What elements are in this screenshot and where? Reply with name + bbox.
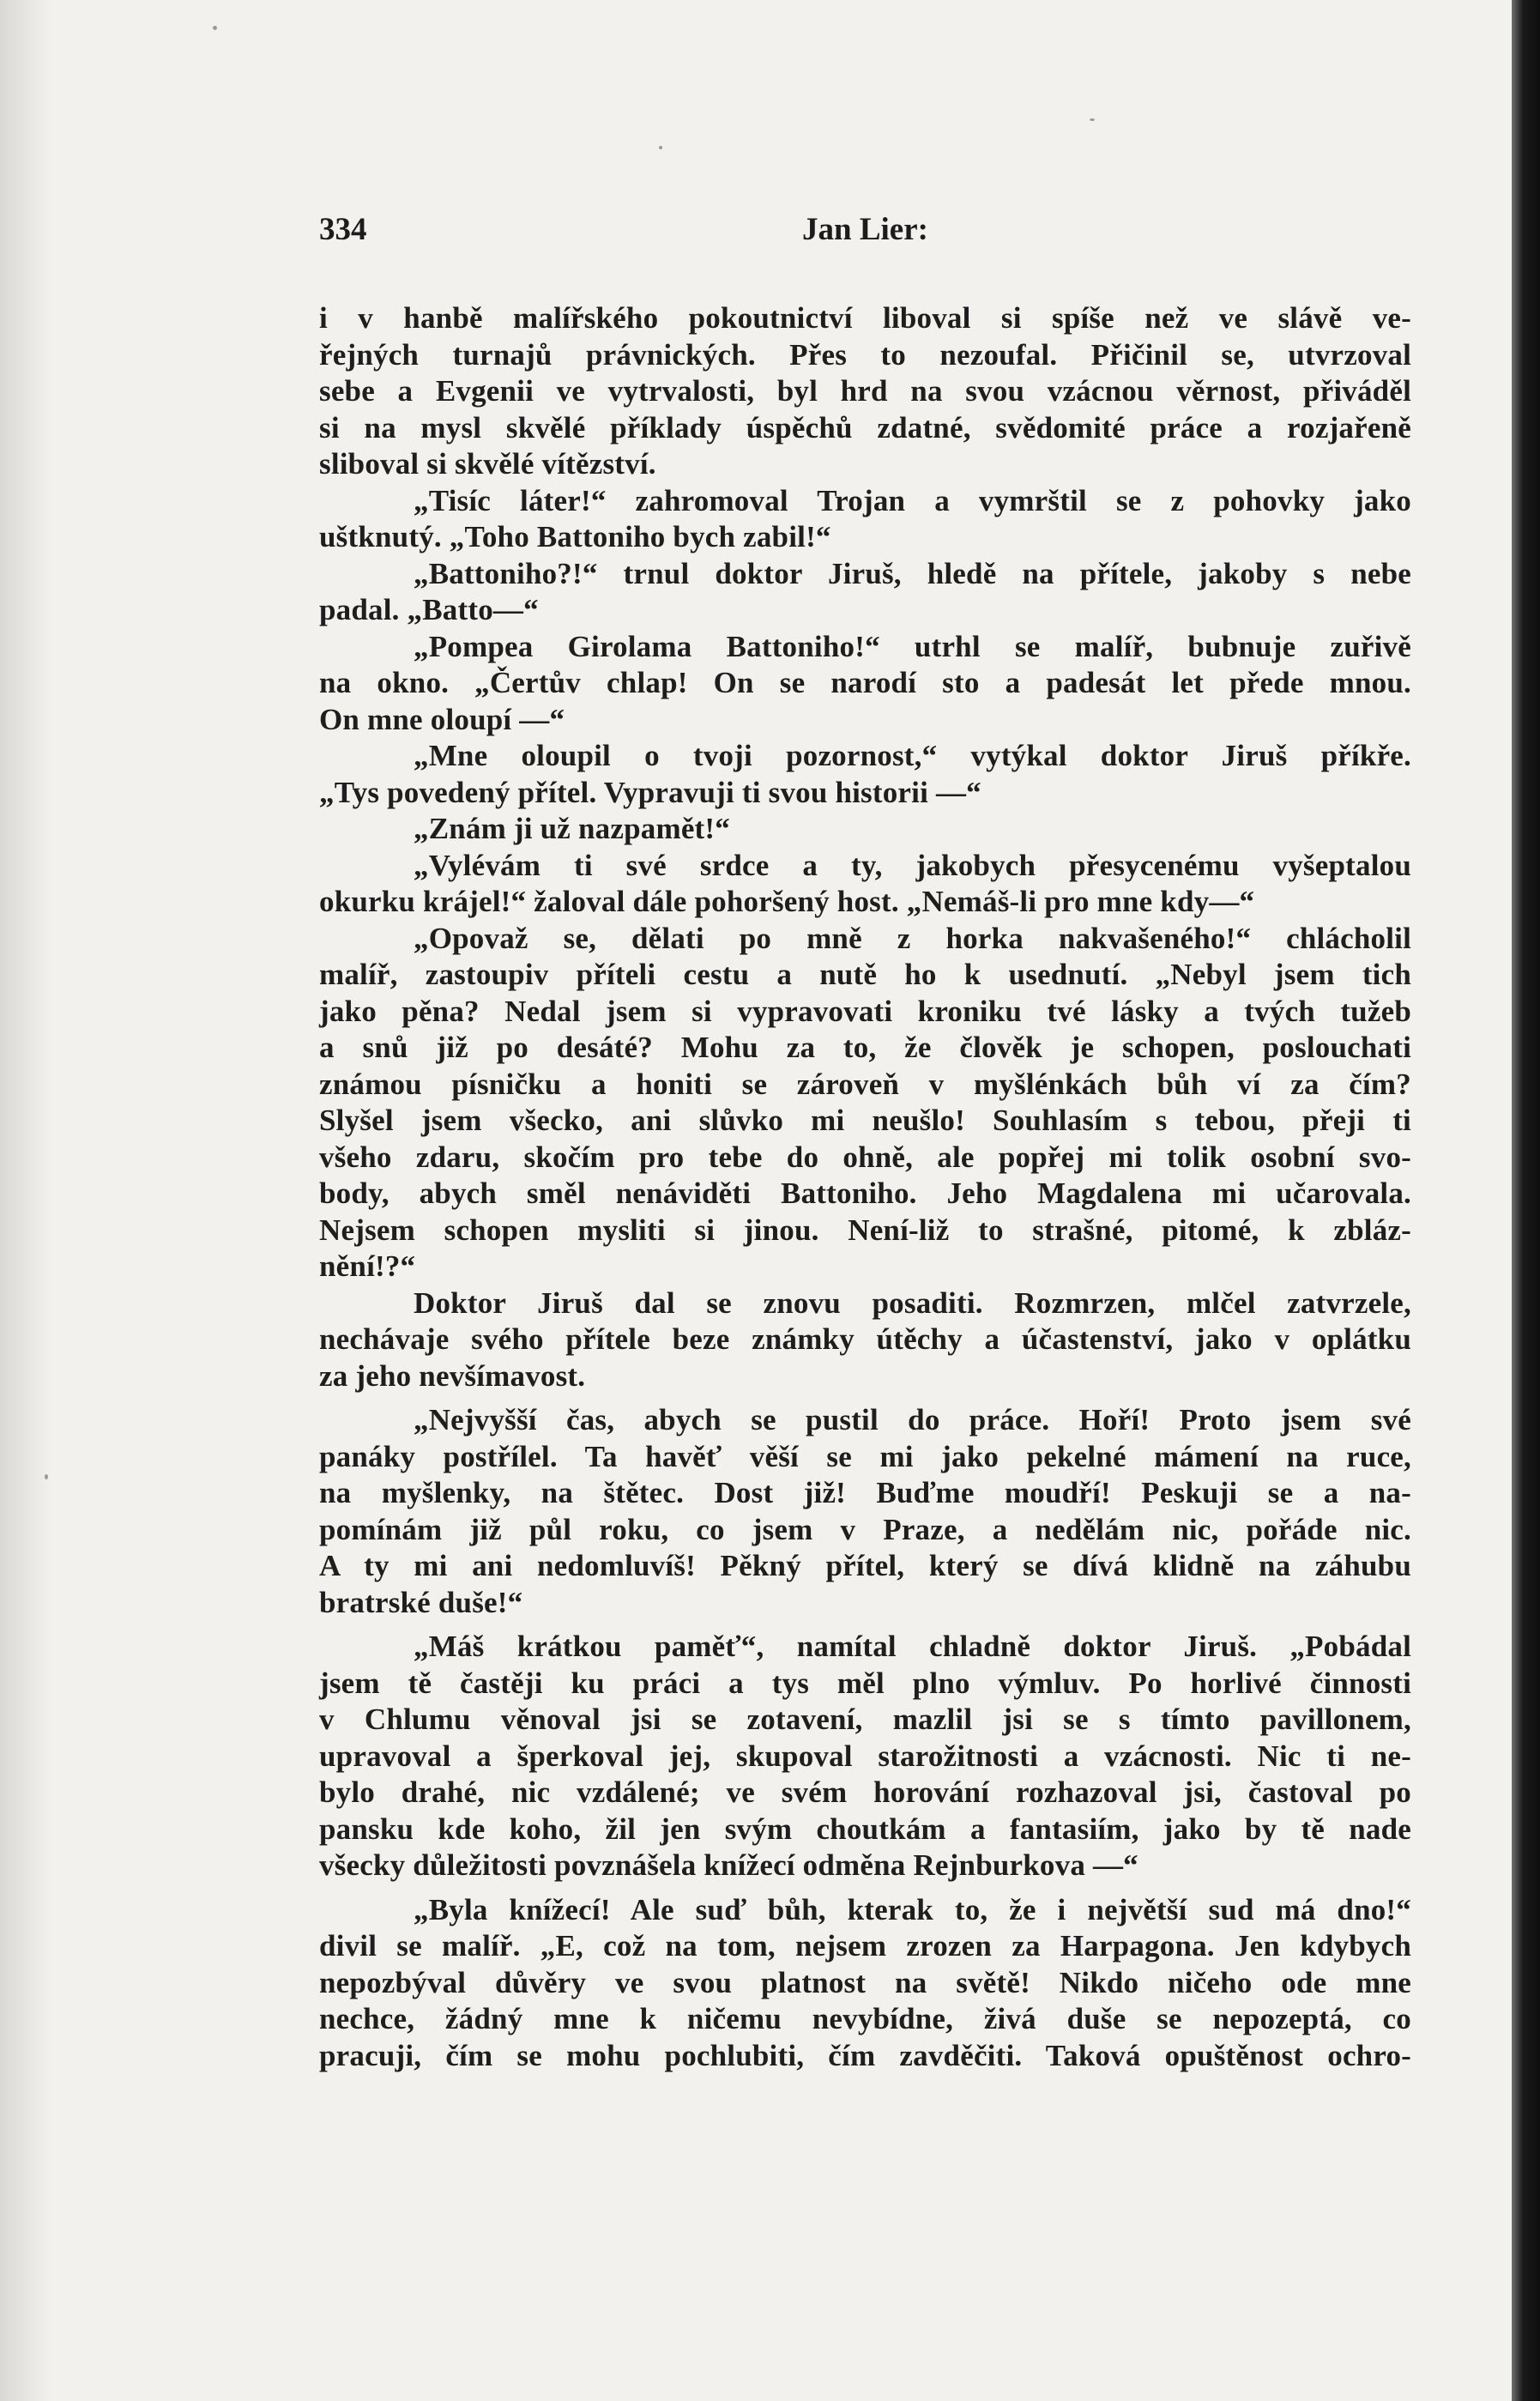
page-gutter-shadow	[0, 0, 51, 2401]
text-line: okurku krájel!“ žaloval dále pohoršený host. „Nemáš-li pro mne kdy—“	[319, 885, 1255, 918]
text-line: uštknutý. „Toho Battoniho bych zabil!“	[319, 520, 831, 553]
text-line: jako pěna? Nedal jsem si vypravovati kroniku tvé lásky a tvých tužeb	[319, 994, 1411, 1028]
text-line: „Nejvyšší čas, abych se pustil do práce. Hoří! Proto jsem své	[414, 1403, 1411, 1436]
text-line: On mne oloupí —“	[319, 702, 565, 736]
text-line: bratrské duše!“	[319, 1585, 523, 1619]
paper-speck	[213, 26, 217, 30]
body-text	[319, 300, 1411, 2074]
scan-edge	[1512, 0, 1540, 2401]
text-line: divil se malíř. „E, což na tom, nejsem zrozen za Harpagona. Jen kdybych	[319, 1929, 1411, 1963]
text-line: v Chlumu věnoval jsi se zotavení, mazlil jsi se s tímto pavillonem,	[319, 1702, 1411, 1736]
text-line: nechávaje svého přítele beze známky útěchy a účastenství, jako v oplátku	[319, 1322, 1411, 1356]
text-line: i v hanbě malířského pokoutnictví liboval si spíše než ve slávě ve-	[319, 301, 1411, 335]
text-line: Slyšel jsem všecko, ani slůvko mi neušlo! Souhlasím s tebou, přeji ti	[319, 1104, 1411, 1137]
paper-speck	[1090, 118, 1095, 121]
text-line: si na mysl skvělé příklady úspěchů zdatné, svědomité práce a rozjařeně	[319, 410, 1411, 445]
text-line: řejných turnajů právnických. Přes to nezoufal. Přičinil se, utvrzoval	[319, 337, 1411, 372]
text-line: Doktor Jiruš dal se znovu posaditi. Rozmrzen, mlčel zatvrzele,	[414, 1285, 1411, 1320]
text-line: a snů již po desáté? Mohu za to, že člověk je schopen, poslouchati	[319, 1031, 1411, 1064]
text-line: „Mne oloupil o tvoji pozornost,“ vytýkal doktor Jiruš příkře.	[414, 739, 1411, 772]
paper-speck	[659, 146, 662, 149]
text-line: „Pompea Girolama Battoniho!“ utrhl se malíř, bubnuje zuřivě	[414, 629, 1411, 663]
text-line: „Máš krátkou paměť“, namítal chladně doktor Jiruš. „Pobádal	[414, 1630, 1411, 1663]
text-line: bylo drahé, nic vzdálené; ve svém horování rozhazoval jsi, častoval po	[319, 1775, 1411, 1809]
text-line: body, abych směl nenáviděti Battoniho. Jeho Magdalena mi učarovala.	[319, 1176, 1411, 1210]
page-header	[319, 211, 1411, 254]
text-line: upravoval a šperkoval jej, skupoval starožitnosti a vzácnosti. Nic ti ne-	[319, 1739, 1411, 1773]
text-line: jsem tě častěji ku práci a tys měl plno výmluv. Po horlivé činnosti	[319, 1666, 1411, 1700]
text-line: na myšlenky, na štětec. Dost již! Buďme moudří! Peskuji se a na-	[319, 1476, 1411, 1509]
paper-speck	[45, 1474, 48, 1479]
text-line: malíř, zastoupiv příteli cestu a nutě ho k usednutí. „Nebyl jsem tich	[319, 958, 1411, 991]
text-line: nechce, žádný mne k ničemu nevybídne, živá duše se nepozeptá, co	[319, 2002, 1411, 2035]
text-line: všecky důležitosti povznášela knížecí odměna Rejnburkova —“	[319, 1848, 1138, 1882]
text-line: nepozbýval důvěry ve svou platnost na světě! Nikdo ničeho ode mne	[319, 1965, 1411, 1999]
text-line: padal. „Batto—“	[319, 593, 539, 626]
text-line: „Tisíc láter!“ zahromoval Trojan a vymrštil se z pohovky jako	[414, 483, 1411, 517]
text-line: „Vylévám ti své srdce a ty, jakobych přesycenému vyšeptalou	[414, 848, 1411, 882]
text-line: „Opovaž se, dělati po mně z horka nakvašeného!“ chlácholil	[414, 921, 1411, 955]
text-line: sliboval si skvělé vítězství.	[319, 447, 656, 481]
text-line: sebe a Evgenii ve vytrvalosti, byl hrd na svou vzácnou věrnost, přiváděl	[319, 374, 1411, 408]
text-line: za jeho nevšímavost.	[319, 1358, 586, 1393]
text-line: „Tys povedený přítel. Vypravuji ti svou historii —“	[319, 775, 981, 809]
text-line: pracuji, čím se mohu pochlubiti, čím zavděčiti. Taková opuštěnost ochro-	[319, 2038, 1411, 2072]
text-line: pomínám již půl roku, co jsem v Praze, a nedělám nic, pořáde nic.	[319, 1512, 1411, 1546]
text-line: „Battoniho?!“ trnul doktor Jiruš, hledě na přítele, jakoby s nebe	[414, 556, 1411, 590]
text-line: panáky postřílel. Ta havěť věší se mi jako pekelné mámení na ruce,	[319, 1439, 1411, 1473]
running-head: Jan Lier:	[802, 212, 928, 247]
text-line: „Znám ji už nazpamět!“	[414, 812, 730, 845]
text-line: na okno. „Čertův chlap! On se narodí sto a padesát let přede mnou.	[319, 666, 1411, 699]
text-line: A ty mi ani nedomluvíš! Pěkný přítel, který se dívá klidně na záhubu	[319, 1549, 1411, 1582]
text-line: známou písničku a honiti se zároveň v myšlénkách bůh ví za čím?	[319, 1067, 1411, 1101]
text-line: „Byla knížecí! Ale suď bůh, kterak to, že i největší sud má dno!“	[414, 1892, 1411, 1926]
page-number: 334	[319, 212, 367, 247]
text-line: pansku kde koho, žil jen svým choutkám a fantasiím, jako by tě nade	[319, 1811, 1411, 1846]
text-line: Nejsem schopen mysliti si jinou. Není-liž to strašné, pitomé, k zbláz-	[319, 1213, 1411, 1247]
text-line: všeho zdaru, skočím pro tebe do ohně, ale popřej mi tolik osobní svo-	[319, 1140, 1411, 1174]
text-line: nění!?“	[319, 1249, 416, 1283]
